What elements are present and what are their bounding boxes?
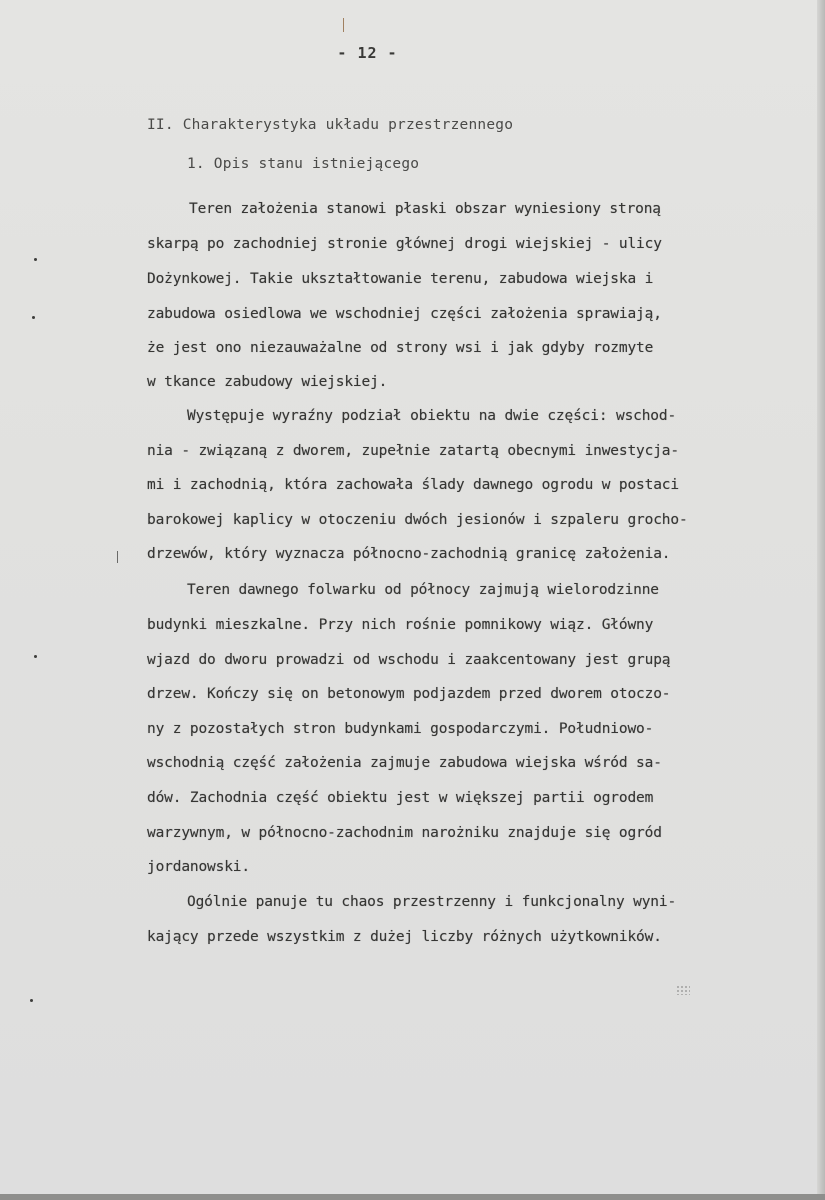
margin-dot: [32, 316, 35, 319]
text-line: wschodnią część założenia zajmuje zabudowa wiejska wśród sa-: [147, 755, 662, 771]
text-line: kający przede wszystkim z dużej liczby różnych użytkowników.: [147, 929, 662, 945]
text-line: mi i zachodnią, która zachowała ślady dawnego ogrodu w postaci: [147, 477, 679, 493]
text-line: dów. Zachodnia część obiektu jest w większej partii ogrodem: [147, 790, 654, 806]
ink-smudge: [676, 985, 690, 995]
text-line: Teren dawnego folwarku od północy zajmują wielorodzinne: [187, 582, 659, 598]
scan-edge-bottom: [0, 1194, 825, 1200]
margin-dot: [34, 655, 37, 658]
margin-tick-mark: [343, 18, 344, 32]
text-line: Teren założenia stanowi płaski obszar wyniesiony stroną: [189, 201, 661, 217]
margin-tick-mark: [117, 551, 118, 563]
text-line: drzewów, który wyznacza północno-zachodnią granicę założenia.: [147, 546, 671, 562]
text-line: ny z pozostałych stron budynkami gospodarczymi. Południowo-: [147, 721, 654, 737]
text-line: Dożynkowej. Takie ukształtowanie terenu, zabudowa wiejska i: [147, 271, 654, 287]
text-line: budynki mieszkalne. Przy nich rośnie pomnikowy wiąz. Główny: [147, 617, 654, 633]
text-line: wjazd do dworu prowadzi od wschodu i zaakcentowany jest grupą: [147, 652, 671, 668]
subsection-heading: 1. Opis stanu istniejącego: [187, 156, 420, 172]
text-line: Ogólnie panuje tu chaos przestrzenny i funkcjonalny wyni-: [187, 894, 677, 910]
text-line: skarpą po zachodniej stronie głównej drogi wiejskiej - ulicy: [147, 236, 662, 252]
text-line: drzew. Kończy się on betonowym podjazdem przed dworem otoczo-: [147, 686, 671, 702]
text-line: jordanowski.: [147, 859, 250, 875]
text-line: Występuje wyraźny podział obiektu na dwie części: wschod-: [187, 408, 677, 424]
page-number: - 12 -: [337, 44, 398, 62]
text-line: zabudowa osiedlowa we wschodniej części założenia sprawiają,: [147, 306, 662, 322]
scan-edge-right: [817, 0, 825, 1200]
text-line: w tkance zabudowy wiejskiej.: [147, 374, 388, 390]
text-line: że jest ono niezauważalne od strony wsi i jak gdyby rozmyte: [147, 340, 654, 356]
text-line: nia - związaną z dworem, zupełnie zatartą obecnymi inwestycja-: [147, 443, 679, 459]
margin-dot: [30, 999, 33, 1002]
text-line: warzywnym, w północno-zachodnim narożniku znajduje się ogród: [147, 825, 662, 841]
section-heading: II. Charakterystyka układu przestrzennego: [147, 117, 514, 133]
text-line: barokowej kaplicy w otoczeniu dwóch jesionów i szpaleru grocho-: [147, 512, 688, 528]
margin-dot: [34, 258, 37, 261]
